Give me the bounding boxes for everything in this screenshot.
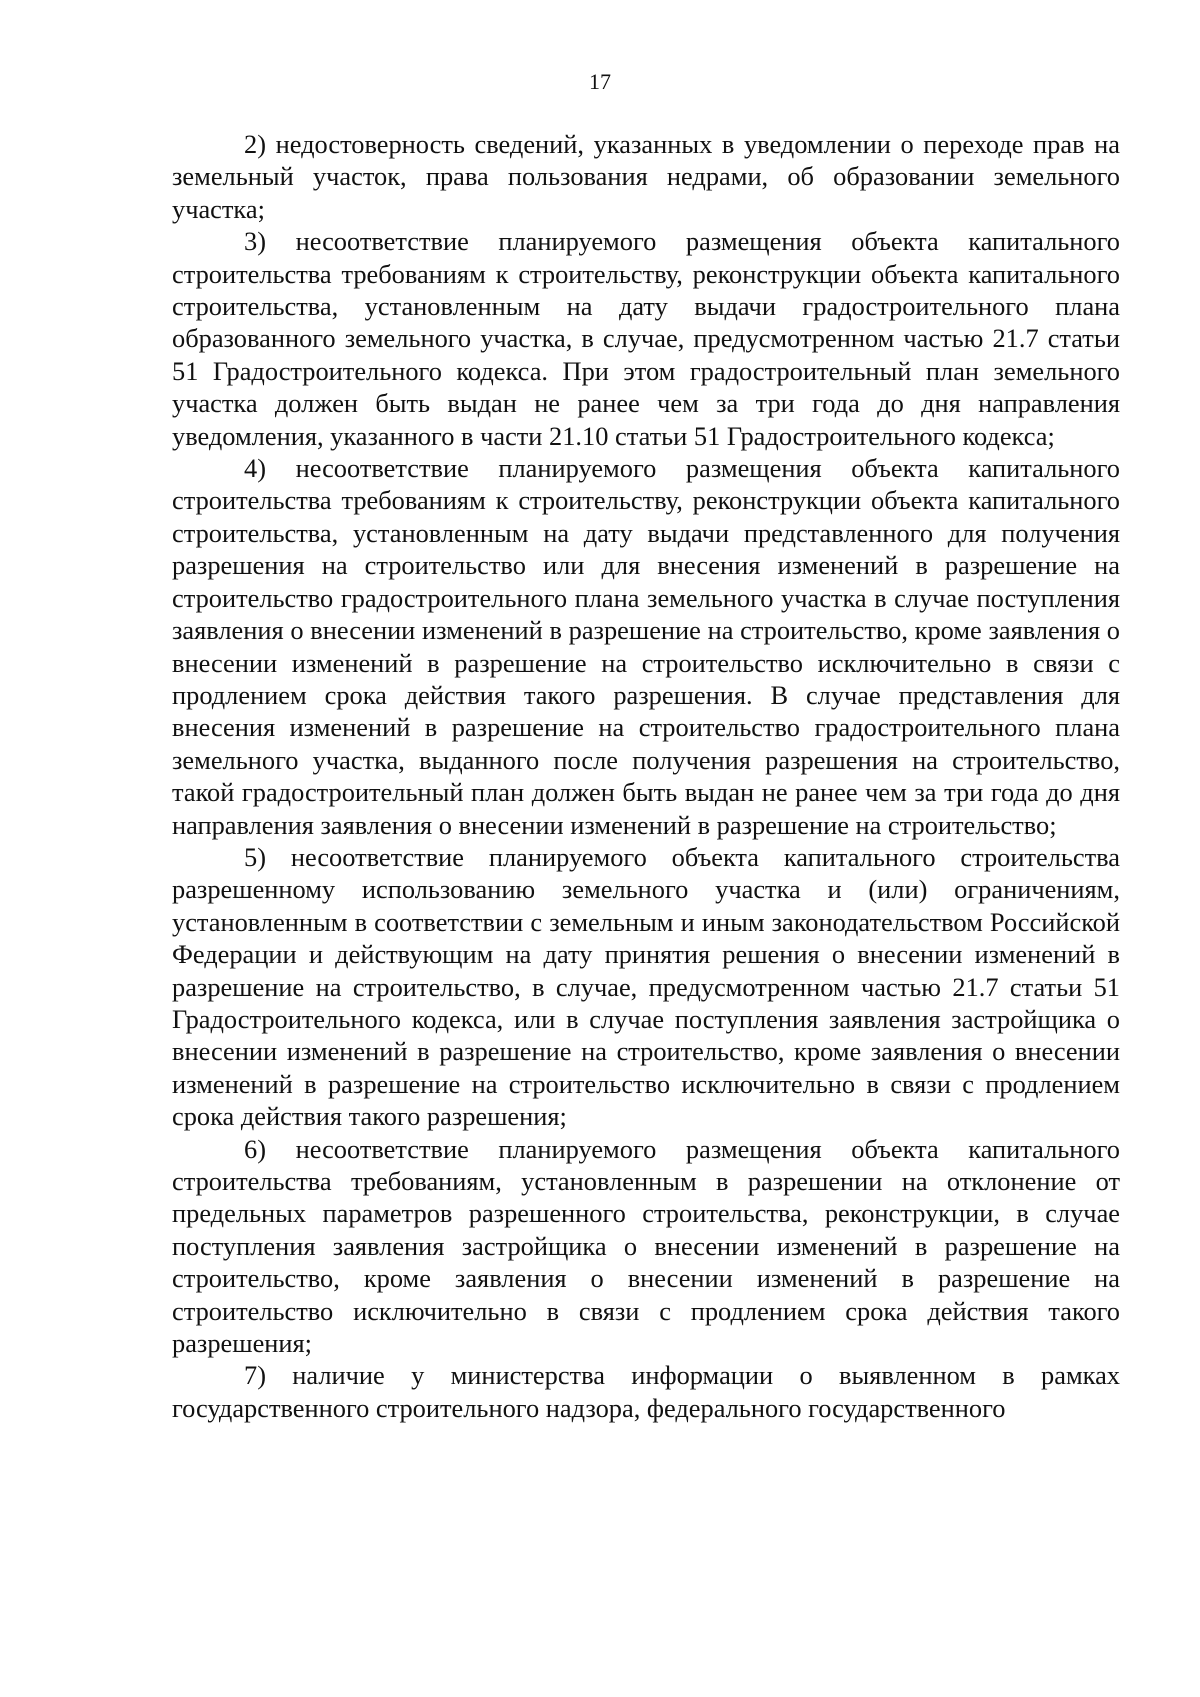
paragraph-item-6: 6) несоответствие планируемого размещения объекта капитального строительства требованиям, установленным в разрешении на отклонение от предельных параметров разрешенного строительства, реконструкции, в случае поступления заявления застройщика о внесении изменений в разрешение на строительство, кроме заявления о внесении изменений в разрешение на строительство исключительно в связи с продлением срока действия такого разрешения; [172, 1133, 1120, 1359]
paragraph-item-3: 3) несоответствие планируемого размещения объекта капитального строительства требованиям к строительству, реконструкции объекта капитального строительства, установленным на дату выдачи градостроительного плана образованного земельного участка, в случае, предусмотренном частью 21.7 статьи 51 Градостроительного кодекса. При этом градостроительный план земельного участка должен быть выдан не ранее чем за три года до дня направления уведомления, указанного в части 21.10 статьи 51 Градостроительного кодекса; [172, 226, 1120, 451]
paragraph-item-7: 7) наличие у министерства информации о выявленном в рамках государственного строительного надзора, федерального государственного [172, 1360, 1120, 1423]
paragraph-item-4: 4) несоответствие планируемого размещения объекта капитального строительства требованиям к строительству, реконструкции объекта капитального строительства, установленным на дату выдачи представленного для получения разрешения на строительство или для внесения изменений в разрешение на строительство градостроительного плана земельного участка в случае поступления заявления о внесении изменений в разрешение на строительство, кроме заявления о внесении изменений в разрешение на строительство исключительно в связи с продлением срока действия такого разрешения. В случае представления для внесения изменений в разрешение на строительство градостроительного плана земельного участка, выданного после получения разрешения на строительство, такой градостроительный план должен быть выдан не ранее чем за три года до дня направления заявления о внесении изменений в разрешение на строительство; [172, 453, 1120, 840]
document-body [172, 128, 1120, 1424]
paragraph-item-2: 2) недостоверность сведений, указанных в уведомлении о переходе прав на земельный участок, права пользования недрами, об образовании земельного участка; [172, 129, 1120, 224]
page-number: 17 [589, 69, 611, 94]
paragraph-item-5: 5) несоответствие планируемого объекта капитального строительства разрешенному использованию земельного участка и (или) ограничениям, установленным в соответствии с земельным и иным законодательством Российской Федерации и действующим на дату принятия решения о внесении изменений в разрешение на строительство, в случае, предусмотренном частью 21.7 статьи 51 Градостроительного кодекса, или в случае поступления заявления застройщика о внесении изменений в разрешение на строительство, кроме заявления о внесении изменений в разрешение на строительство исключительно в связи с продлением срока действия такого разрешения; [172, 841, 1120, 1132]
